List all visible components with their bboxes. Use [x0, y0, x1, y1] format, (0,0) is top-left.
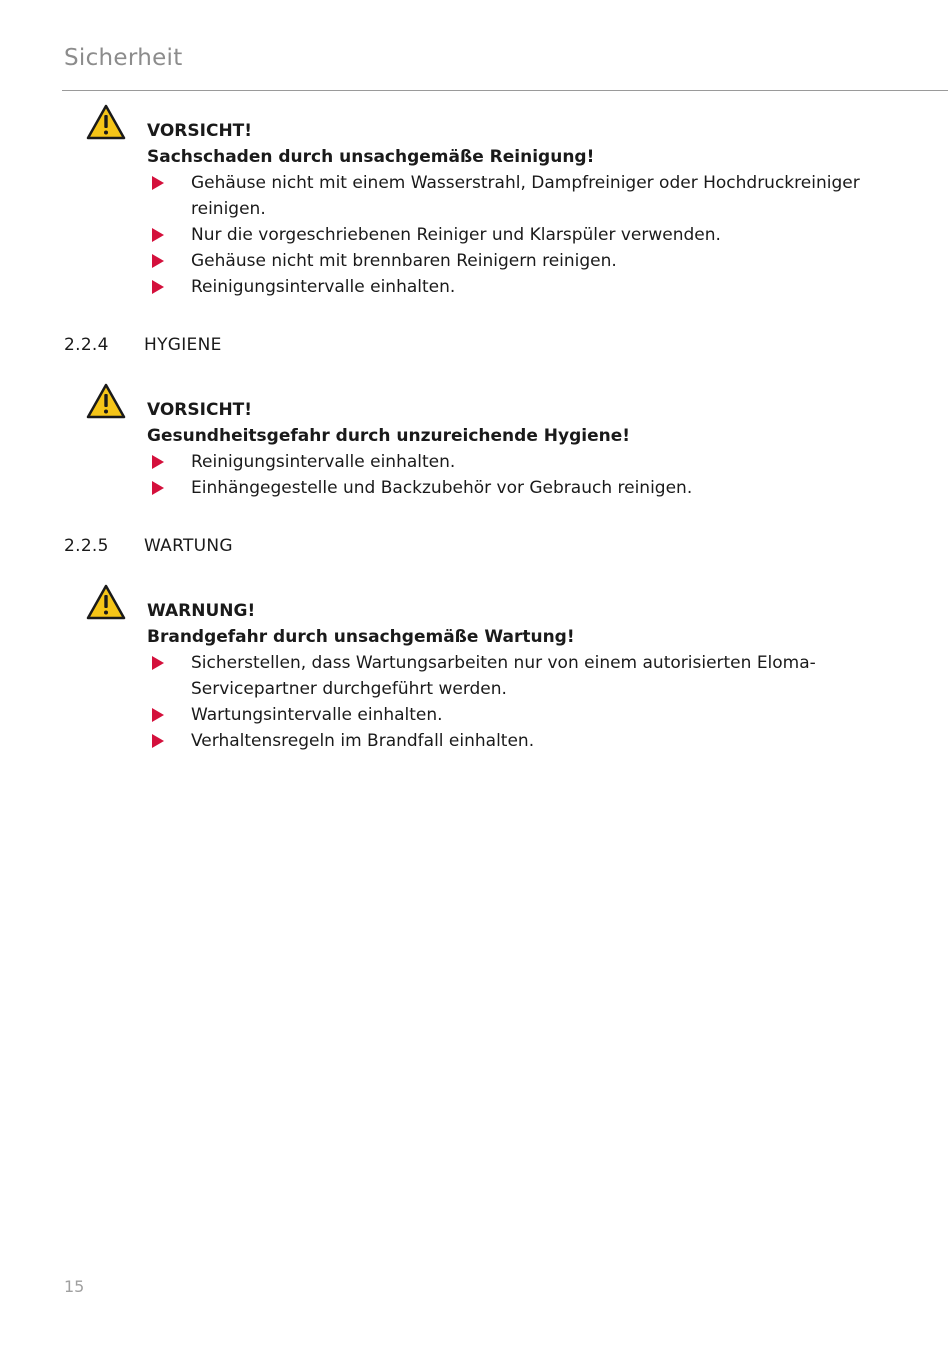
bullet-arrow-icon: [152, 708, 164, 722]
warning-triangle-icon: [86, 584, 126, 620]
list-item-text: Einhängegestelle und Backzubehör vor Gebrauch reinigen.: [191, 478, 693, 498]
bullet-arrow-icon: [152, 734, 164, 748]
list-item: [147, 475, 907, 501]
list-item: [147, 449, 907, 475]
hazard-statement: Sachschaden durch unsachgemäße Reinigung!: [147, 147, 595, 167]
section-title: WARTUNG: [144, 536, 233, 556]
section-number: 2.2.4: [64, 335, 109, 355]
list-item: [147, 170, 907, 222]
section-heading-wartung: [64, 536, 233, 556]
section-number: 2.2.5: [64, 536, 109, 556]
signal-word: VORSICHT!: [147, 400, 253, 420]
list-item-text: Sicherstellen, dass Wartungsarbeiten nur von einem autorisierten Eloma-Servicepartner durchgeführt werden.: [191, 653, 816, 699]
list-item-text: Reinigungsintervalle einhalten.: [191, 277, 456, 297]
warning-triangle-icon: [86, 383, 126, 419]
section-heading-hygiene: [64, 335, 222, 355]
instruction-list: [147, 449, 907, 501]
bullet-arrow-icon: [152, 656, 164, 670]
list-item: [147, 728, 907, 754]
bullet-arrow-icon: [152, 481, 164, 495]
hazard-statement: Gesundheitsgefahr durch unzureichende Hygiene!: [147, 426, 630, 446]
list-item-text: Reinigungsintervalle einhalten.: [191, 452, 456, 472]
list-item: [147, 274, 907, 300]
bullet-arrow-icon: [152, 280, 164, 294]
page-header-title: Sicherheit: [64, 45, 183, 71]
instruction-list: [147, 170, 907, 300]
signal-word: WARNUNG!: [147, 601, 256, 621]
hazard-statement: Brandgefahr durch unsachgemäße Wartung!: [147, 627, 575, 647]
bullet-arrow-icon: [152, 455, 164, 469]
bullet-arrow-icon: [152, 254, 164, 268]
warning-triangle-icon: [86, 104, 126, 140]
instruction-list: [147, 650, 907, 754]
list-item-text: Nur die vorgeschriebenen Reiniger und Klarspüler verwenden.: [191, 225, 721, 245]
list-item-text: Gehäuse nicht mit einem Wasserstrahl, Dampfreiniger oder Hochdruckreiniger reinigen.: [191, 173, 860, 219]
list-item: [147, 650, 907, 702]
list-item: [147, 222, 907, 248]
section-title: HYGIENE: [144, 335, 222, 355]
bullet-arrow-icon: [152, 176, 164, 190]
signal-word: VORSICHT!: [147, 121, 253, 141]
list-item: [147, 248, 907, 274]
bullet-arrow-icon: [152, 228, 164, 242]
page-number: 15: [64, 1277, 85, 1296]
list-item: [147, 702, 907, 728]
list-item-text: Wartungsintervalle einhalten.: [191, 705, 443, 725]
header-divider: [62, 90, 948, 91]
list-item-text: Gehäuse nicht mit brennbaren Reinigern reinigen.: [191, 251, 617, 271]
list-item-text: Verhaltensregeln im Brandfall einhalten.: [191, 731, 535, 751]
